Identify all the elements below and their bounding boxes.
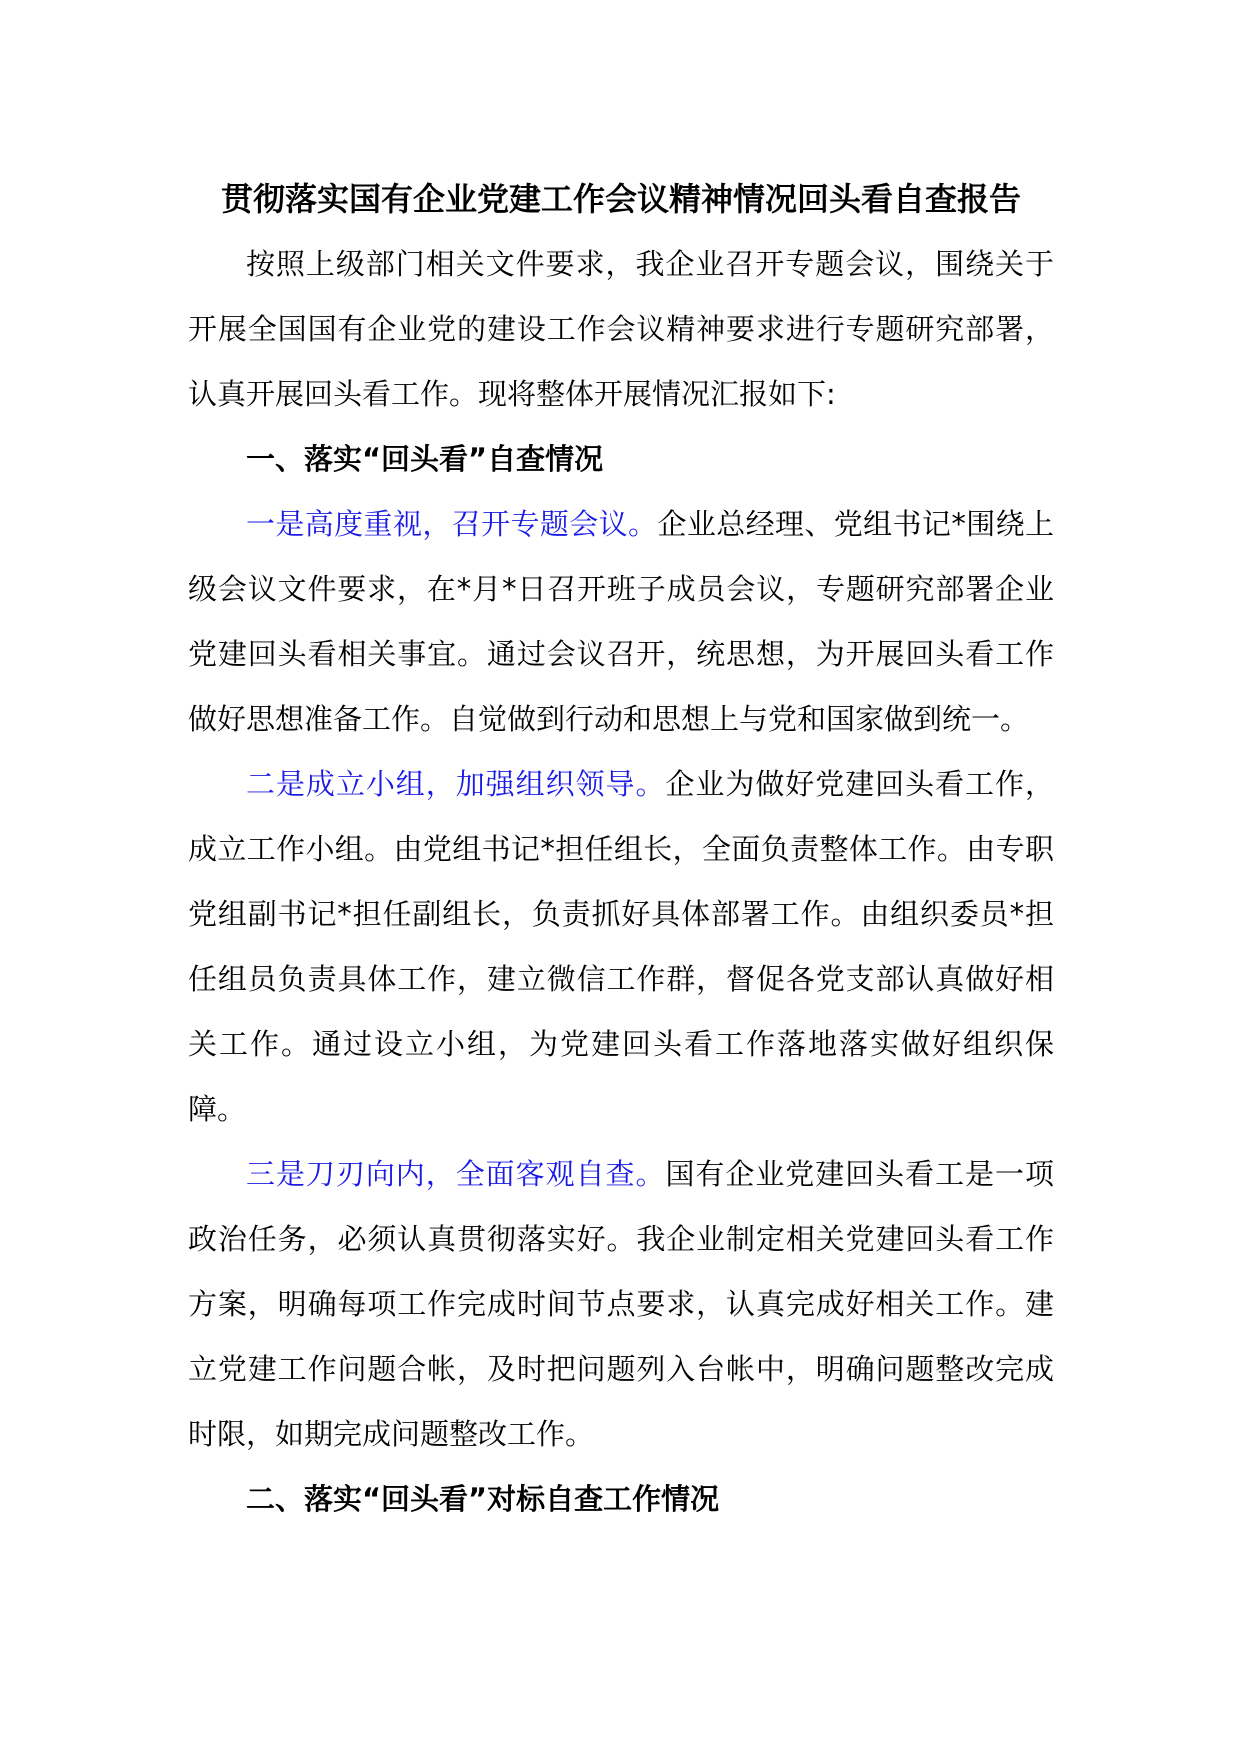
paragraph-3-lead: 三是刀刃向内，全面客观自查。 <box>246 1157 666 1191</box>
paragraph-2-lead: 二是成立小组，加强组织领导。 <box>246 767 666 801</box>
paragraph-2 <box>188 752 1054 1142</box>
paragraph-1-lead: 一是高度重视，召开专题会议。 <box>246 507 658 541</box>
section-heading-1: 一、落实“回头看”自查情况 <box>246 442 604 476</box>
paragraph-3 <box>188 1142 1054 1467</box>
paragraph-1 <box>188 492 1054 752</box>
paragraph-3-body: 国有企业党建回头看工是一项政治任务，必须认真贯彻落实好。我企业制定相关党建回头看工作方案，明确每项工作完成时间节点要求，认真完成好相关工作。建立党建工作问题合帐，及时把问题列入台帐中，明确问题整改完成时限，如期完成问题整改工作。 <box>188 1157 1054 1451</box>
intro-paragraph: 按照上级部门相关文件要求，我企业召开专题会议，围绕关于开展全国国有企业党的建设工作会议精神要求进行专题研究部署，认真开展回头看工作。现将整体开展情况汇报如下: <box>188 247 1054 411</box>
document-title: 贯彻落实国有企业党建工作会议精神情况回头看自查报告 <box>220 180 1021 218</box>
paragraph-2-body: 企业为做好党建回头看工作，成立工作小组。由党组书记*担任组长，全面负责整体工作。由专职党组副书记*担任副组长，负责抓好具体部署工作。由组织委员*担任组员负责具体工作，建立微信工作群，督促各党支部认真做好相关工作。通过设立小组，为党建回头看工作落地落实做好组织保障。 <box>188 767 1054 1126</box>
section-heading-2: 二、落实“回头看”对标自查工作情况 <box>246 1482 720 1516</box>
paragraph-1-body: 企业总经理、党组书记*围绕上级会议文件要求，在*月*日召开班子成员会议，专题研究部署企业党建回头看相关事宜。通过会议召开，统思想，为开展回头看工作做好思想准备工作。自觉做到行动和思想上与党和国家做到统一。 <box>188 507 1054 736</box>
document-body <box>188 176 1054 1532</box>
